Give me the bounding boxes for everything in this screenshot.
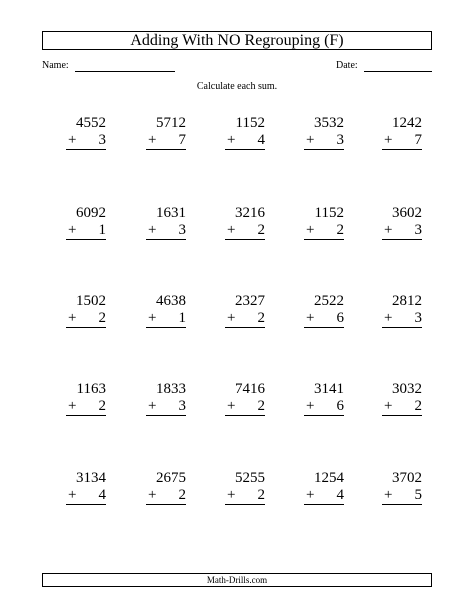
problem-top-number: 2522: [314, 293, 344, 309]
problem-addend: 7: [414, 132, 422, 148]
plus-sign: +: [227, 222, 236, 238]
problem-addend: 3: [414, 310, 422, 326]
plus-sign: +: [148, 398, 157, 414]
problem-addend: 4: [336, 487, 344, 503]
problem: [304, 381, 344, 416]
problem-addend-row: [304, 222, 344, 240]
problem-top-number: 2327: [235, 293, 265, 309]
problem-addend-row: [146, 487, 186, 505]
date-field: [336, 60, 432, 72]
plus-sign: +: [306, 398, 315, 414]
problem-top-number: 3216: [235, 205, 265, 221]
plus-sign: +: [306, 132, 315, 148]
problem-top-number: 3032: [392, 381, 422, 397]
problem-addend-row: [146, 222, 186, 240]
problem-addend-row: [225, 222, 265, 240]
plus-sign: +: [148, 222, 157, 238]
problem: [225, 115, 265, 150]
problem-top-number: 2812: [392, 293, 422, 309]
problem: [146, 293, 186, 328]
problem-addend-row: [66, 132, 106, 150]
problem-addend: 1: [98, 222, 106, 238]
problem-top-number: 3532: [314, 115, 344, 131]
problem-addend-row: [225, 398, 265, 416]
problem: [225, 205, 265, 240]
problem-top-number: 1152: [314, 205, 344, 221]
problem-addend-row: [225, 487, 265, 505]
instructions: Calculate each sum.: [196, 81, 278, 92]
plus-sign: +: [68, 222, 77, 238]
problem-addend-row: [382, 310, 422, 328]
problem-addend-row: [382, 132, 422, 150]
plus-sign: +: [306, 487, 315, 503]
problem-addend: 4: [257, 132, 265, 148]
problem-top-number: 3702: [392, 470, 422, 486]
plus-sign: +: [227, 398, 236, 414]
problem: [304, 470, 344, 505]
problem-top-number: 1833: [156, 381, 186, 397]
problem-addend: 2: [178, 487, 186, 503]
problem-addend-row: [382, 222, 422, 240]
problem-addend: 3: [178, 398, 186, 414]
plus-sign: +: [384, 132, 393, 148]
problem-addend: 3: [178, 222, 186, 238]
problem: [225, 293, 265, 328]
plus-sign: +: [384, 487, 393, 503]
problem-top-number: 3141: [314, 381, 344, 397]
problem: [225, 381, 265, 416]
problem: [382, 205, 422, 240]
problem-addend: 1: [178, 310, 186, 326]
plus-sign: +: [68, 487, 77, 503]
problem-addend: 2: [257, 222, 265, 238]
problem-addend-row: [66, 487, 106, 505]
problem-top-number: 5712: [156, 115, 186, 131]
problem: [382, 381, 422, 416]
problem-top-number: 7416: [235, 381, 265, 397]
problem-top-number: 1631: [156, 205, 186, 221]
footer-box: [42, 573, 432, 587]
plus-sign: +: [227, 487, 236, 503]
problem-top-number: 2675: [156, 470, 186, 486]
name-field: [42, 60, 175, 72]
problem: [66, 470, 106, 505]
plus-sign: +: [384, 398, 393, 414]
problem-top-number: 4638: [156, 293, 186, 309]
problem-addend: 2: [414, 398, 422, 414]
plus-sign: +: [148, 487, 157, 503]
problem: [382, 470, 422, 505]
problem: [66, 381, 106, 416]
problem-top-number: 3602: [392, 205, 422, 221]
problem-grid: [42, 115, 432, 535]
plus-sign: +: [148, 310, 157, 326]
problem-top-number: 1502: [76, 293, 106, 309]
problem-addend-row: [304, 398, 344, 416]
plus-sign: +: [306, 222, 315, 238]
problem: [146, 470, 186, 505]
problem-addend: 5: [414, 487, 422, 503]
problem-top-number: 1163: [76, 381, 106, 397]
problem: [304, 205, 344, 240]
problem-addend: 6: [336, 398, 344, 414]
plus-sign: +: [227, 132, 236, 148]
problem-addend-row: [304, 487, 344, 505]
plus-sign: +: [68, 398, 77, 414]
plus-sign: +: [227, 310, 236, 326]
problem-addend: 3: [98, 132, 106, 148]
problem-top-number: 1242: [392, 115, 422, 131]
problem-addend-row: [382, 487, 422, 505]
problem-addend-row: [66, 310, 106, 328]
problem-addend-row: [146, 398, 186, 416]
problem-addend: 2: [98, 310, 106, 326]
problem-addend: 2: [98, 398, 106, 414]
problem-addend: 6: [336, 310, 344, 326]
problem-addend-row: [304, 310, 344, 328]
plus-sign: +: [384, 222, 393, 238]
problem-top-number: 3134: [76, 470, 106, 486]
date-label: Date:: [336, 60, 358, 71]
problem: [304, 293, 344, 328]
problem-addend: 7: [178, 132, 186, 148]
problem: [66, 205, 106, 240]
problem-addend-row: [225, 132, 265, 150]
problem: [66, 115, 106, 150]
problem: [382, 293, 422, 328]
problem-addend: 2: [336, 222, 344, 238]
problem-addend-row: [146, 310, 186, 328]
problem: [66, 293, 106, 328]
plus-sign: +: [68, 132, 77, 148]
problem: [225, 470, 265, 505]
problem-top-number: 1152: [235, 115, 265, 131]
name-label: Name:: [42, 60, 69, 71]
worksheet-title: Adding With NO Regrouping (F): [130, 31, 344, 49]
problem-addend: 4: [98, 487, 106, 503]
problem-addend-row: [66, 222, 106, 240]
plus-sign: +: [68, 310, 77, 326]
problem-addend: 2: [257, 398, 265, 414]
problem-addend: 2: [257, 310, 265, 326]
problem: [146, 381, 186, 416]
problem: [146, 205, 186, 240]
problem-addend-row: [304, 132, 344, 150]
plus-sign: +: [306, 310, 315, 326]
problem-addend: 3: [336, 132, 344, 148]
problem-top-number: 1254: [314, 470, 344, 486]
problem-top-number: 4552: [76, 115, 106, 131]
problem-addend-row: [146, 132, 186, 150]
problem: [146, 115, 186, 150]
problem-addend-row: [66, 398, 106, 416]
problem-addend-row: [225, 310, 265, 328]
problem-addend: 2: [257, 487, 265, 503]
plus-sign: +: [148, 132, 157, 148]
worksheet-title-box: [42, 31, 432, 50]
date-line[interactable]: [364, 62, 432, 72]
name-line[interactable]: [75, 62, 175, 72]
problem-addend-row: [382, 398, 422, 416]
problem-top-number: 5255: [235, 470, 265, 486]
problem: [304, 115, 344, 150]
problem-top-number: 6092: [76, 205, 106, 221]
footer-site: Math-Drills.com: [206, 574, 268, 585]
problem-addend: 3: [414, 222, 422, 238]
problem: [382, 115, 422, 150]
plus-sign: +: [384, 310, 393, 326]
